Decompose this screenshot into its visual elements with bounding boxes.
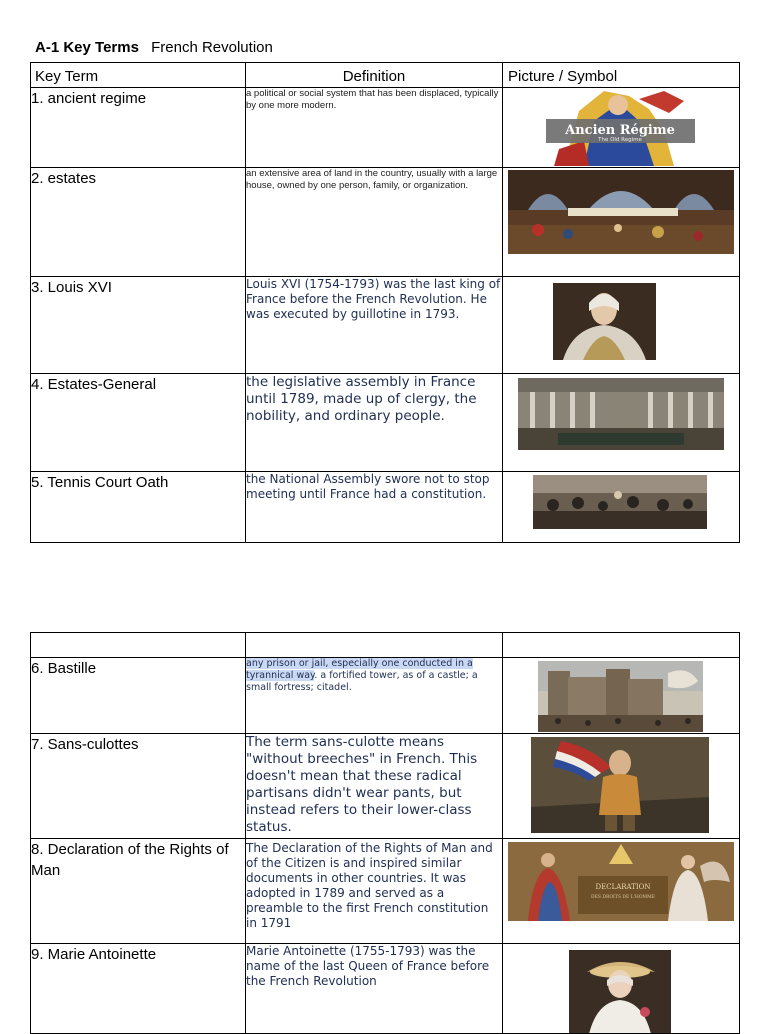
table-row — [31, 658, 740, 734]
key-term: 7. Sans-culottes — [31, 734, 246, 839]
tennis-court-oath-painting — [533, 475, 707, 529]
estates-general-assembly — [518, 378, 724, 450]
key-term: 5. Tennis Court Oath — [31, 472, 246, 543]
table-row — [31, 374, 740, 472]
banquet-hall-painting — [508, 170, 734, 254]
table-row — [31, 472, 740, 543]
header-empty — [503, 633, 740, 658]
key-term: 3. Louis XVI — [31, 277, 246, 374]
key-term: 8. Declaration of the Rights of Man — [31, 839, 246, 944]
key-term: 9. Marie Antoinette — [31, 944, 246, 1034]
definition: The term sans-culotte means "without breeches" in French. This doesn't mean that these radical partisans didn't wear pants, but instead refers to their lower-class status. — [246, 734, 503, 839]
definition — [246, 658, 503, 734]
highlighted-text: any prison or jail, especially one conducted in a tyrannical way — [246, 658, 473, 681]
ancien-regime-image — [544, 91, 697, 166]
louis-xvi-portrait — [553, 283, 656, 360]
header-picture: Picture / Symbol — [503, 63, 740, 88]
header-key-term: Key Term — [31, 63, 246, 88]
table-row — [31, 839, 740, 944]
sans-culotte-figure — [531, 737, 709, 833]
table-row — [31, 168, 740, 277]
key-term: 2. estates — [31, 168, 246, 277]
image-caption: DECLARATION — [595, 883, 651, 891]
table-row — [31, 944, 740, 1034]
unit-code: A-1 Key Terms — [35, 39, 139, 56]
unit-title: French Revolution — [151, 39, 273, 56]
header-empty — [31, 633, 246, 658]
header-empty — [246, 633, 503, 658]
definition: The Declaration of the Rights of Man and of the Citizen is and inspired similar documents in other countries. It was adopted in 1789 and served as a preamble to the first French constitution in 1791 — [246, 839, 503, 944]
table-row — [31, 734, 740, 839]
image-caption: Ancien Régime — [565, 123, 675, 138]
definition: the legislative assembly in France until 1789, made up of clergy, the nobility, and ordinary people. — [246, 374, 503, 472]
image-caption-sub: DES DROITS DE L'HOMME — [590, 895, 656, 900]
key-terms-table-2 — [30, 632, 740, 1034]
definition: Marie Antoinette (1755-1793) was the name of the last Queen of France before the French Revolution — [246, 944, 503, 1034]
key-term: 1. ancient regime — [31, 88, 246, 168]
definition-rest: . a fortified tower, as of a castle; a small fortress; citadel. — [246, 670, 478, 693]
table-row — [31, 277, 740, 374]
image-caption-sub: The Old Regime — [598, 137, 642, 143]
definition: the National Assembly swore not to stop meeting until France had a constitution. — [246, 472, 503, 543]
declaration-painting — [508, 842, 734, 921]
definition: an extensive area of land in the country, usually with a large house, owned by one person, family, or organization. — [246, 168, 503, 277]
bastille-painting — [538, 661, 703, 732]
table-header-row — [31, 63, 740, 88]
key-terms-table-1 — [30, 62, 740, 543]
key-term: 4. Estates-General — [31, 374, 246, 472]
key-term: 6. Bastille — [31, 658, 246, 734]
header-definition: Definition — [246, 63, 503, 88]
table-row — [31, 88, 740, 168]
table-header-row — [31, 633, 740, 658]
definition: Louis XVI (1754-1793) was the last king of France before the French Revolution. He was executed by guillotine in 1793. — [246, 277, 503, 374]
page-heading — [35, 39, 273, 56]
definition: a political or social system that has been displaced, typically by one more modern. — [246, 88, 503, 168]
marie-antoinette-portrait — [569, 950, 671, 1034]
